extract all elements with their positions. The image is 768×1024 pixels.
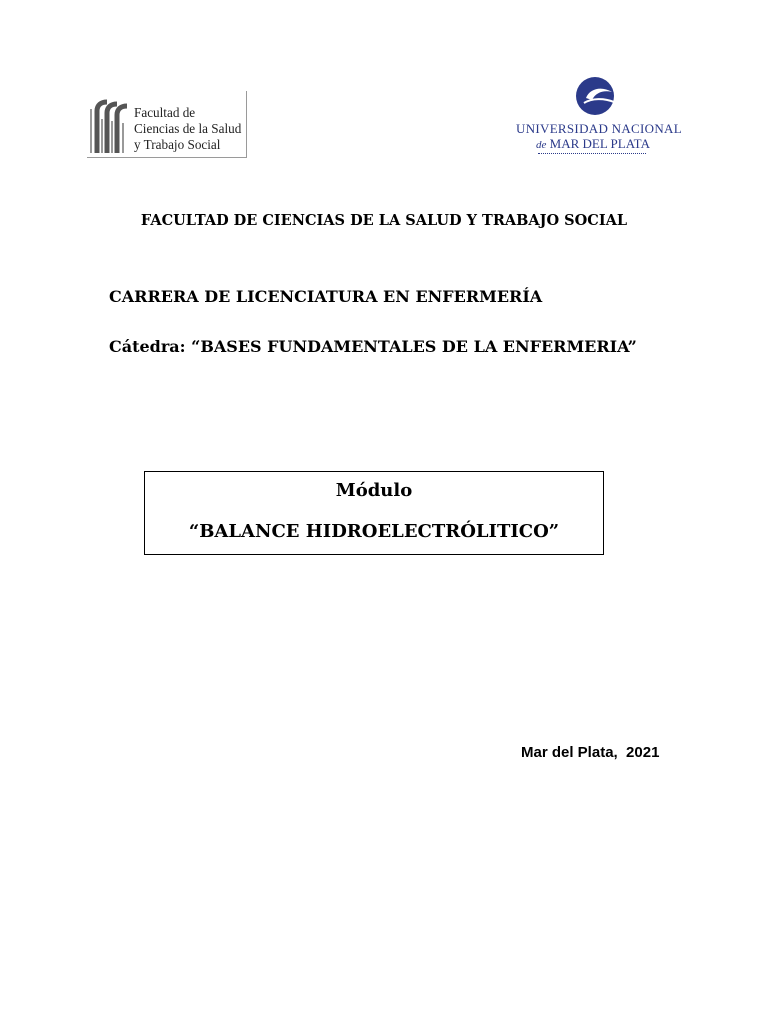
module-label: Módulo xyxy=(335,480,413,501)
university-emblem-icon xyxy=(572,76,618,116)
faculty-emblem-icon xyxy=(87,95,133,157)
faculty-logo-line: y Trabajo Social xyxy=(134,137,221,152)
faculty-logo xyxy=(87,91,247,158)
university-name: UNIVERSIDAD NACIONAL xyxy=(516,121,682,136)
faculty-logo-line: Ciencias de la Salud xyxy=(134,121,242,136)
module-box xyxy=(144,471,604,555)
faculty-heading: FACULTAD DE CIENCIAS DE LA SALUD Y TRABAJO SOCIAL xyxy=(140,212,628,229)
university-subtitle xyxy=(536,136,650,152)
faculty-logo-line: Facultad de xyxy=(134,105,196,120)
university-subtitle-prefix: de xyxy=(536,139,547,151)
career-title: CARRERA DE LICENCIATURA EN ENFERMERÍA xyxy=(109,287,543,306)
university-subtitle-name: MAR DEL PLATA xyxy=(549,136,650,151)
place-date: Mar del Plata, 2021 xyxy=(521,744,660,761)
faculty-logo-text xyxy=(134,105,241,153)
module-title: “BALANCE HIDROELECTRÓLITICO” xyxy=(188,521,560,542)
university-logo xyxy=(510,74,682,158)
chair-title: Cátedra: “BASES FUNDAMENTALES DE LA ENFERMERIA” xyxy=(109,337,637,356)
university-logo-divider xyxy=(538,153,646,154)
